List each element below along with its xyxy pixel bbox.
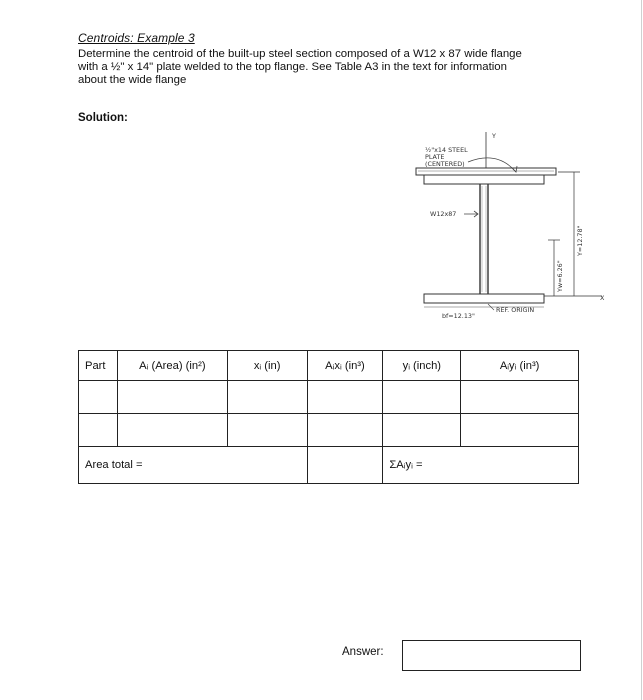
problem-line-2: with a ½" x 14" plate welded to the top flange. See Table A3 in the text for information <box>78 61 507 73</box>
col-header-axi: Aᵢxᵢ (in³) <box>307 351 383 381</box>
col-header-part: Part <box>79 351 118 381</box>
top-flange <box>424 175 544 184</box>
table-cell[interactable] <box>227 381 307 414</box>
table-cell[interactable] <box>227 414 307 447</box>
table-cell[interactable] <box>307 447 383 484</box>
table-cell[interactable] <box>79 414 118 447</box>
problem-line-3: about the wide flange <box>78 74 187 86</box>
answer-input-box[interactable] <box>402 640 581 671</box>
sum-ayi-cell[interactable]: ΣAᵢyᵢ = <box>383 447 579 484</box>
bottom-flange <box>424 294 544 303</box>
ref-origin-note: REF. ORIGIN <box>496 306 535 314</box>
table-cell[interactable] <box>461 381 579 414</box>
y-axis-label: Y <box>492 132 496 140</box>
page-title: Centroids: Example 3 <box>78 31 195 45</box>
table-cell[interactable] <box>307 414 383 447</box>
x-axis-label: X <box>600 294 605 302</box>
steel-plate <box>416 168 556 175</box>
plate-note-line1: ½"x14 STEEL <box>425 146 468 154</box>
table-row <box>79 381 579 414</box>
problem-line-1: Determine the centroid of the built-up steel section composed of a W12 x 87 wide flange <box>78 48 522 60</box>
table-cell[interactable] <box>383 414 461 447</box>
problem-statement <box>78 48 573 87</box>
table-total-row <box>79 447 579 484</box>
bf-note: bf=12.13" <box>442 312 475 320</box>
table-cell[interactable] <box>117 414 227 447</box>
plate-note-line3: (CENTERED) <box>425 160 465 168</box>
table-row <box>79 414 579 447</box>
table-cell[interactable] <box>383 381 461 414</box>
col-header-area: Aᵢ (Area) (in²) <box>117 351 227 381</box>
solution-label: Solution: <box>78 112 128 124</box>
yw-note: Yw=6.26" <box>556 260 564 292</box>
col-header-ayi: Aᵢyᵢ (in³) <box>461 351 579 381</box>
ybar-note: Y=12.78" <box>576 225 584 256</box>
area-total-cell[interactable]: Area total = <box>79 447 308 484</box>
table-header-row <box>79 351 579 381</box>
col-header-xi: xᵢ (in) <box>227 351 307 381</box>
wide-flange-sketch <box>408 124 618 330</box>
answer-label: Answer: <box>342 646 384 658</box>
table-cell[interactable] <box>117 381 227 414</box>
table-cell[interactable] <box>79 381 118 414</box>
col-header-yi: yᵢ (inch) <box>383 351 461 381</box>
table-cell[interactable] <box>461 414 579 447</box>
table-cell[interactable] <box>307 381 383 414</box>
calculation-table <box>78 350 579 484</box>
section-note: W12x87 <box>430 210 457 218</box>
plate-note-line2: PLATE <box>425 153 445 161</box>
